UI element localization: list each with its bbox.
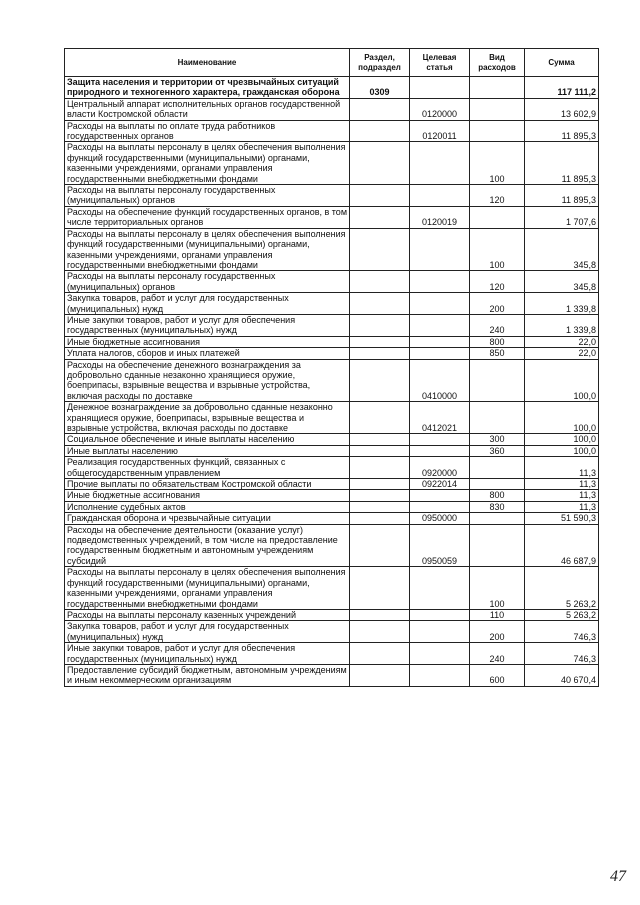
row-type (470, 457, 525, 479)
row-section (350, 142, 410, 185)
table-row (65, 621, 599, 643)
row-name: Иные бюджетные ассигнования (65, 336, 350, 347)
table-row (65, 490, 599, 501)
row-target (410, 77, 470, 99)
row-section (350, 336, 410, 347)
row-sum: 345,8 (525, 228, 599, 271)
row-section (350, 621, 410, 643)
row-sum: 746,3 (525, 643, 599, 665)
row-name: Закупка товаров, работ и услуг для государственных (муниципальных) нужд (65, 293, 350, 315)
row-type: 100 (470, 228, 525, 271)
row-target (410, 490, 470, 501)
row-name: Денежное вознаграждение за добровольно сданные незаконно хранящиеся оружие, боеприпасы, взрывные вещества и взрывные устройства, включая расходы по доставке (65, 402, 350, 434)
row-sum: 1 339,8 (525, 293, 599, 315)
row-section (350, 501, 410, 512)
row-type (470, 359, 525, 402)
row-target (410, 643, 470, 665)
row-sum: 5 263,2 (525, 567, 599, 610)
row-target: 0920000 (410, 457, 470, 479)
row-section (350, 643, 410, 665)
row-sum: 46 687,9 (525, 524, 599, 567)
row-section (350, 314, 410, 336)
header-target: Целевая статья (410, 49, 470, 77)
row-type: 120 (470, 271, 525, 293)
row-name: Расходы на выплаты персоналу казенных учреждений (65, 609, 350, 620)
row-type: 100 (470, 142, 525, 185)
row-name: Расходы на выплаты персоналу в целях обеспечения выполнения функций государственными (муниципальными) органами, казенными учреждениями, органами управления государственными внебюджетными фондами (65, 567, 350, 610)
row-sum: 11 895,3 (525, 120, 599, 142)
budget-table (64, 48, 599, 687)
table-row (65, 271, 599, 293)
row-section (350, 434, 410, 445)
row-target: 0120011 (410, 120, 470, 142)
row-section (350, 185, 410, 207)
row-sum: 51 590,3 (525, 513, 599, 524)
header-section: Раздел, подраздел (350, 49, 410, 77)
row-name: Расходы на обеспечение денежного вознаграждения за добровольно сданные незаконно хранящиеся оружие, боеприпасы, взрывные вещества и взрывные устройства, включая расходы по доставке (65, 359, 350, 402)
row-type (470, 479, 525, 490)
row-name: Иные выплаты населению (65, 445, 350, 456)
row-type: 800 (470, 490, 525, 501)
row-type: 200 (470, 293, 525, 315)
table-row (65, 314, 599, 336)
row-sum: 40 670,4 (525, 664, 599, 686)
row-sum: 100,0 (525, 359, 599, 402)
row-name: Исполнение судебных актов (65, 501, 350, 512)
row-sum: 11,3 (525, 479, 599, 490)
row-sum: 100,0 (525, 434, 599, 445)
table-row (65, 445, 599, 456)
row-section (350, 609, 410, 620)
row-section (350, 293, 410, 315)
row-name: Иные закупки товаров, работ и услуг для обеспечения государственных (муниципальных) нужд (65, 314, 350, 336)
row-sum: 11,3 (525, 490, 599, 501)
row-target: 0950059 (410, 524, 470, 567)
row-type: 110 (470, 609, 525, 620)
table-row (65, 142, 599, 185)
row-section (350, 524, 410, 567)
row-section (350, 402, 410, 434)
row-target (410, 621, 470, 643)
table-row (65, 336, 599, 347)
header-name: Наименование (65, 49, 350, 77)
row-name: Центральный аппарат исполнительных органов государственной власти Костромской области (65, 98, 350, 120)
row-target: 0412021 (410, 402, 470, 434)
row-sum: 117 111,2 (525, 77, 599, 99)
row-name: Защита населения и территории от чрезвычайных ситуаций природного и техногенного характера, гражданская оборона (65, 77, 350, 99)
row-name: Гражданская оборона и чрезвычайные ситуации (65, 513, 350, 524)
row-sum: 1 707,6 (525, 206, 599, 228)
row-sum: 11,3 (525, 457, 599, 479)
table-row (65, 609, 599, 620)
row-name: Расходы на обеспечение деятельности (оказание услуг) подведомственных учреждений, в том числе на предоставление государственным бюджетным и автономным учреждениям субсидий (65, 524, 350, 567)
page-number: 47 (610, 868, 626, 885)
row-name: Социальное обеспечение и иные выплаты населению (65, 434, 350, 445)
row-target (410, 228, 470, 271)
row-sum: 100,0 (525, 402, 599, 434)
row-name: Закупка товаров, работ и услуг для государственных (муниципальных) нужд (65, 621, 350, 643)
row-type: 100 (470, 567, 525, 610)
row-section (350, 513, 410, 524)
row-type (470, 98, 525, 120)
row-sum: 11,3 (525, 501, 599, 512)
table-row (65, 434, 599, 445)
row-name: Расходы на выплаты персоналу государственных (муниципальных) органов (65, 185, 350, 207)
row-target: 0950000 (410, 513, 470, 524)
row-target (410, 336, 470, 347)
row-name: Расходы на выплаты персоналу в целях обеспечения выполнения функций государственными (муниципальными) органами, казенными учреждениями, органами управления государственными внебюджетными фондами (65, 142, 350, 185)
table-row (65, 501, 599, 512)
row-target (410, 609, 470, 620)
row-name: Расходы на выплаты персоналу в целях обеспечения выполнения функций государственными (муниципальными) органами, казенными учреждениями, органами управления государственными внебюджетными фондами (65, 228, 350, 271)
row-section (350, 567, 410, 610)
row-type: 240 (470, 314, 525, 336)
row-section (350, 120, 410, 142)
row-section (350, 348, 410, 359)
row-target (410, 664, 470, 686)
row-sum: 100,0 (525, 445, 599, 456)
row-section: 0309 (350, 77, 410, 99)
row-type: 240 (470, 643, 525, 665)
row-type (470, 513, 525, 524)
table-row (65, 402, 599, 434)
table-row (65, 513, 599, 524)
row-name: Предоставление субсидий бюджетным, автономным учреждениям и иным некоммерческим организациям (65, 664, 350, 686)
row-section (350, 206, 410, 228)
row-name: Расходы на выплаты персоналу государственных (муниципальных) органов (65, 271, 350, 293)
row-type (470, 402, 525, 434)
row-type (470, 120, 525, 142)
row-type: 120 (470, 185, 525, 207)
row-type: 600 (470, 664, 525, 686)
row-section (350, 228, 410, 271)
row-name: Уплата налогов, сборов и иных платежей (65, 348, 350, 359)
row-name: Расходы на обеспечение функций государственных органов, в том числе территориальных органов (65, 206, 350, 228)
row-type (470, 206, 525, 228)
row-type: 360 (470, 445, 525, 456)
row-sum: 345,8 (525, 271, 599, 293)
row-target (410, 293, 470, 315)
row-name: Иные бюджетные ассигнования (65, 490, 350, 501)
row-target (410, 185, 470, 207)
budget-page (64, 48, 598, 687)
header-type: Вид расходов (470, 49, 525, 77)
table-row (65, 228, 599, 271)
table-row (65, 293, 599, 315)
table-row (65, 567, 599, 610)
row-sum: 11 895,3 (525, 142, 599, 185)
row-section (350, 479, 410, 490)
row-sum: 5 263,2 (525, 609, 599, 620)
row-section (350, 359, 410, 402)
row-type: 200 (470, 621, 525, 643)
row-sum: 22,0 (525, 348, 599, 359)
row-section (350, 271, 410, 293)
row-section (350, 98, 410, 120)
row-target: 0120019 (410, 206, 470, 228)
table-row (65, 643, 599, 665)
table-row (65, 348, 599, 359)
header-sum: Сумма (525, 49, 599, 77)
row-target: 0410000 (410, 359, 470, 402)
row-target (410, 434, 470, 445)
table-row (65, 479, 599, 490)
table-row (65, 98, 599, 120)
row-target (410, 271, 470, 293)
row-type: 850 (470, 348, 525, 359)
table-body (65, 77, 599, 687)
table-row (65, 664, 599, 686)
row-sum: 1 339,8 (525, 314, 599, 336)
row-section (350, 490, 410, 501)
row-type: 300 (470, 434, 525, 445)
row-name: Иные закупки товаров, работ и услуг для обеспечения государственных (муниципальных) нужд (65, 643, 350, 665)
table-row (65, 206, 599, 228)
row-sum: 11 895,3 (525, 185, 599, 207)
row-type: 800 (470, 336, 525, 347)
row-name: Прочие выплаты по обязательствам Костромской области (65, 479, 350, 490)
row-section (350, 664, 410, 686)
row-sum: 746,3 (525, 621, 599, 643)
row-sum: 22,0 (525, 336, 599, 347)
table-row (65, 359, 599, 402)
row-name: Реализация государственных функций, связанных с общегосударственным управлением (65, 457, 350, 479)
row-target (410, 348, 470, 359)
row-section (350, 457, 410, 479)
table-row (65, 524, 599, 567)
row-type: 830 (470, 501, 525, 512)
row-target (410, 567, 470, 610)
table-row (65, 185, 599, 207)
row-target (410, 142, 470, 185)
row-target (410, 314, 470, 336)
row-target (410, 501, 470, 512)
table-row (65, 457, 599, 479)
row-target: 0922014 (410, 479, 470, 490)
row-name: Расходы на выплаты по оплате труда работников государственных органов (65, 120, 350, 142)
row-target: 0120000 (410, 98, 470, 120)
table-row (65, 77, 599, 99)
header-row (65, 49, 599, 77)
row-section (350, 445, 410, 456)
row-type (470, 524, 525, 567)
row-target (410, 445, 470, 456)
table-row (65, 120, 599, 142)
row-type (470, 77, 525, 99)
row-sum: 13 602,9 (525, 98, 599, 120)
